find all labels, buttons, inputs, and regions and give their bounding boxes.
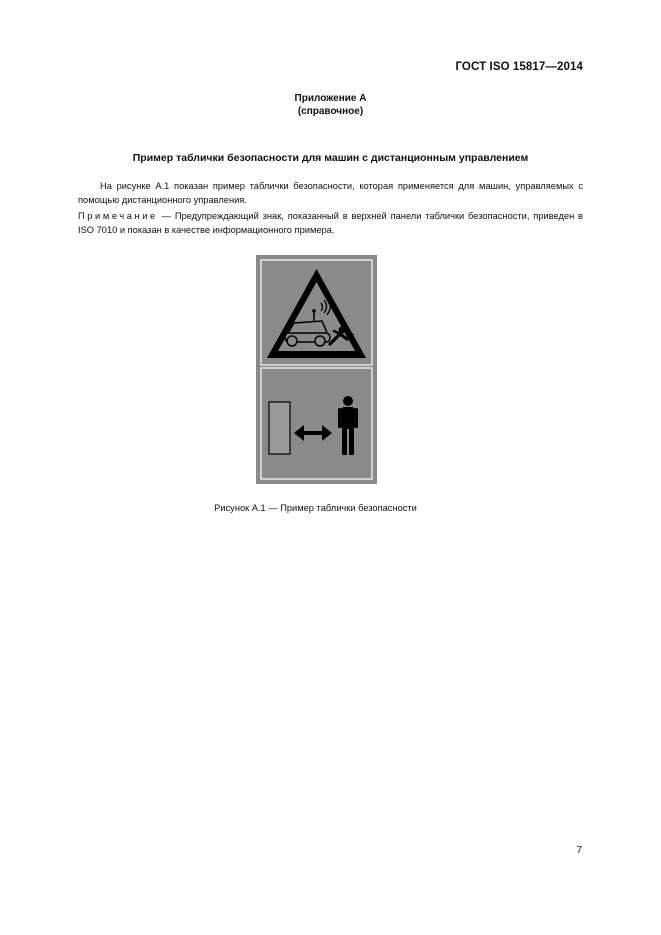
- note-text: — Предупреждающий знак, показанный в верхней панели таблички безопасности, приведен в ISO 7010 и показан в качестве информационного примера.: [78, 211, 583, 235]
- note-paragraph: [78, 210, 583, 237]
- figure-caption: Рисунок А.1 — Пример таблички безопасности: [214, 503, 417, 513]
- section-heading: Пример таблички безопасности для машин с дистанционным управлением: [132, 152, 529, 164]
- intro-paragraph: На рисунке А.1 показан пример таблички безопасности, которая применяется для машин, управляемых с помощью дистанционного управления.: [78, 181, 583, 205]
- safety-sign-graphic: [256, 255, 377, 484]
- page-number: 7: [576, 845, 582, 856]
- annex-subtitle: (справочное): [297, 106, 364, 117]
- annex-block: [0, 92, 661, 118]
- note-label: Примечание: [78, 211, 158, 221]
- double-arrow-icon: [294, 425, 332, 441]
- annex-title: Приложение А: [294, 93, 367, 104]
- document-identifier: ГОСТ ISO 15817—2014: [455, 61, 583, 73]
- machine-outline-icon: [269, 402, 290, 454]
- person-icon: [338, 396, 358, 455]
- safety-sign-figure: [256, 255, 377, 484]
